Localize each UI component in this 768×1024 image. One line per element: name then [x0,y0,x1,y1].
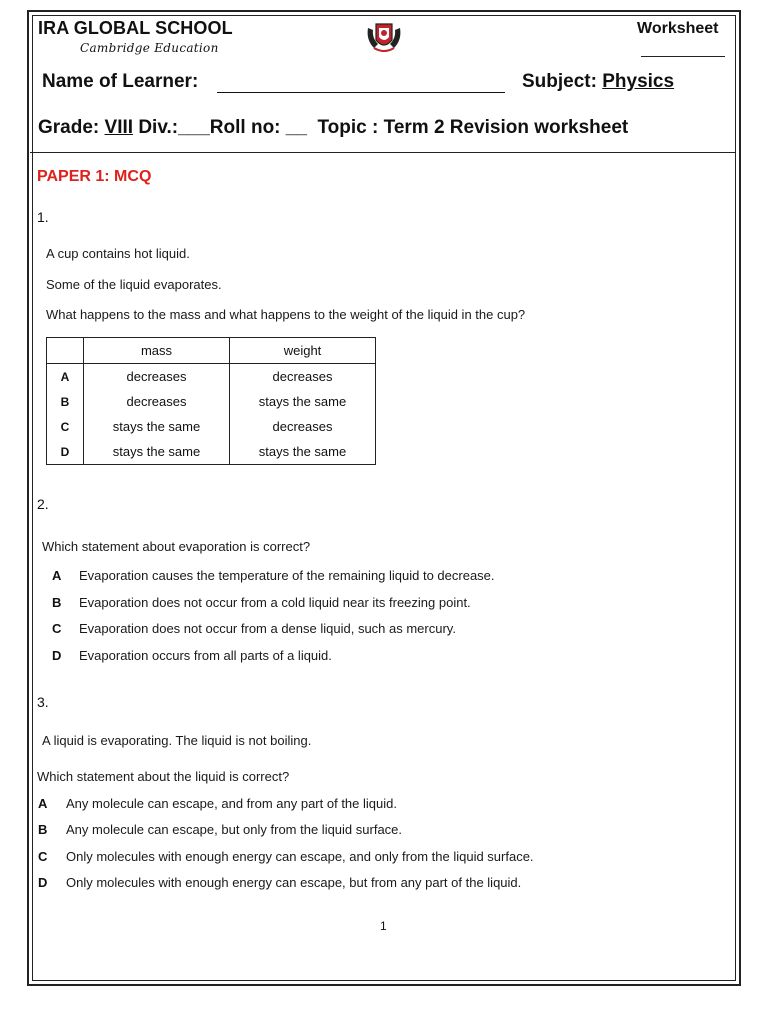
q2-option-text: Evaporation causes the temperature of the remaining liquid to decrease. [79,568,495,583]
learner-name-label: Name of Learner: [42,71,199,92]
school-name: IRA GLOBAL SCHOOL [38,18,233,38]
q2-option-letter: B [52,595,62,610]
grade-value: VIII [104,117,134,138]
worksheet-label: Worksheet [637,20,719,37]
div-label: Div.: [138,117,179,138]
q1-options-table [46,337,376,465]
q3-option-text: Any molecule can escape, and from any part of the liquid. [66,796,397,811]
grade-line [38,117,628,139]
q3-intro: A liquid is evaporating. The liquid is not boiling. [42,733,312,748]
q3-stem: Which statement about the liquid is correct? [37,769,290,784]
q2-number: 2. [37,496,49,512]
worksheet-number-blank [641,56,725,57]
page-border [27,10,741,986]
table-header-row [47,338,376,364]
div-blank: ___ [178,117,210,138]
option-mass: decreases [84,389,230,414]
q3-option-letter: C [38,849,48,864]
q3-option-letter: D [38,875,48,890]
q2-option-text: Evaporation does not occur from a cold liquid near its freezing point. [79,595,471,610]
option-letter: B [47,389,84,414]
table-row [47,439,376,465]
q3-option-letter: A [38,796,48,811]
option-mass: stays the same [84,414,230,439]
q3-option-text: Only molecules with enough energy can escape, but from any part of the liquid. [66,875,522,890]
q3-option-letter: B [38,822,48,837]
subject-label: Subject: [522,71,597,92]
q1-number: 1. [37,209,49,225]
grade-label: Grade: [38,117,100,138]
option-weight: stays the same [230,439,376,465]
option-letter: A [47,364,84,390]
topic-label: Topic : [317,117,379,138]
q2-option-text: Evaporation occurs from all parts of a liquid. [79,648,332,663]
option-letter: C [47,414,84,439]
option-weight: decreases [230,364,376,390]
q2-option-text: Evaporation does not occur from a dense liquid, such as mercury. [79,621,456,636]
header-divider [30,152,736,153]
table-row [47,389,376,414]
option-weight: decreases [230,414,376,439]
q2-option-letter: A [52,568,62,583]
option-mass: decreases [84,364,230,390]
q1-line-3: What happens to the mass and what happens to the weight of the liquid in the cup? [46,307,526,322]
q2-option-letter: C [52,621,62,636]
roll-label: Roll no: [209,117,281,138]
subject-line [522,71,674,93]
option-letter: D [47,439,84,465]
table-row [47,414,376,439]
school-crest-icon [364,18,404,56]
roll-blank: __ [285,117,307,138]
q2-option-letter: D [52,648,62,663]
page-number: 1 [380,919,387,933]
subject-value: Physics [602,71,675,92]
table-header-weight: weight [230,338,376,364]
q3-option-text: Only molecules with enough energy can escape, and only from the liquid surface. [66,849,534,864]
option-mass: stays the same [84,439,230,465]
q1-line-2: Some of the liquid evaporates. [46,277,222,292]
topic-value: Term 2 Revision worksheet [383,117,629,138]
school-tagline: Cambridge Education [80,41,219,55]
learner-name-blank [217,92,505,93]
paper-title: PAPER 1: MCQ [37,168,152,185]
q1-line-1: A cup contains hot liquid. [46,246,190,261]
table-header-mass: mass [84,338,230,364]
option-weight: stays the same [230,389,376,414]
q3-number: 3. [37,694,49,710]
table-row [47,364,376,390]
q3-option-text: Any molecule can escape, but only from the liquid surface. [66,822,403,837]
q2-stem: Which statement about evaporation is correct? [42,539,311,554]
